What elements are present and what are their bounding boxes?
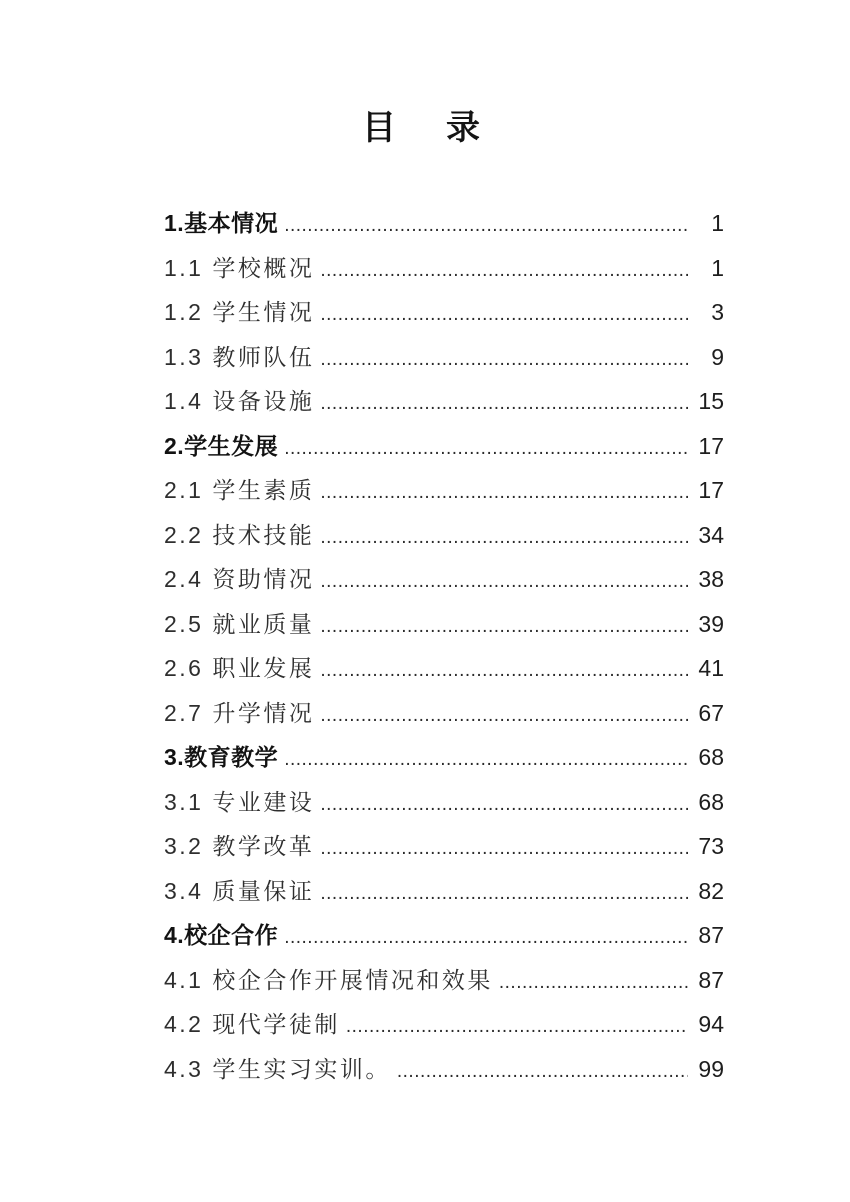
toc-entry-label: 1.3 教师队伍: [164, 343, 315, 370]
toc-entry-label: 3.1 专业建设: [164, 788, 315, 815]
toc-page-number: 9: [711, 343, 724, 370]
dot-leader: [499, 961, 688, 1006]
dot-leader: [320, 471, 688, 516]
toc-page-number: 17: [698, 477, 724, 503]
toc-entry[interactable]: [164, 869, 724, 914]
toc-entry-label: 1.2 学生情况: [164, 299, 315, 325]
dot-leader: [320, 783, 688, 828]
toc-entry-label: 2.4 资助情况: [164, 566, 315, 592]
toc-entry-label: 2.2 技术技能: [164, 521, 315, 548]
toc-entry[interactable]: [164, 1002, 724, 1047]
toc-page-number: 82: [698, 877, 724, 904]
toc-page-number: 1: [711, 254, 724, 281]
toc-entry-label: 2.7 升学情况: [164, 699, 315, 726]
toc-page-number: 94: [698, 1011, 724, 1037]
dot-leader: [320, 516, 688, 561]
toc-page-number: 67: [698, 699, 724, 726]
toc-list: [164, 201, 724, 1091]
toc-entry[interactable]: [164, 646, 724, 691]
toc-page-number: 15: [698, 388, 724, 414]
dot-leader: [320, 560, 688, 605]
toc-page-number: 17: [698, 432, 724, 459]
toc-page-number: 68: [698, 788, 724, 815]
toc-page-number: 3: [711, 299, 724, 325]
dot-leader: [320, 827, 688, 872]
dot-leader: [320, 249, 688, 294]
toc-entry-label: 3.4 质量保证: [164, 877, 315, 904]
toc-entry[interactable]: [164, 424, 724, 469]
toc-entry[interactable]: [164, 557, 724, 602]
toc-page-number: 99: [698, 1055, 724, 1082]
toc-entry[interactable]: [164, 735, 724, 780]
toc-entry-label: 2.学生发展: [164, 432, 279, 459]
dot-leader: [320, 872, 688, 917]
dot-leader: [320, 649, 688, 694]
toc-title: 目 录: [362, 109, 488, 147]
dot-leader: [320, 605, 688, 650]
toc-entry-label: 1.1 学校概况: [164, 254, 315, 281]
toc-entry-label: 3.教育教学: [164, 744, 279, 770]
toc-entry-label: 3.2 教学改革: [164, 833, 315, 859]
toc-entry[interactable]: [164, 824, 724, 869]
dot-leader: [346, 1005, 688, 1050]
toc-page-number: 39: [698, 610, 724, 637]
toc-entry-label: 2.1 学生素质: [164, 477, 315, 503]
toc-entry[interactable]: [164, 379, 724, 424]
toc-entry-label: 4.2 现代学徒制: [164, 1011, 340, 1037]
toc-page-number: 87: [698, 922, 724, 948]
toc-entry[interactable]: [164, 290, 724, 335]
toc-page-number: 38: [698, 566, 724, 592]
dot-leader: [284, 204, 688, 249]
dot-leader: [320, 694, 688, 739]
toc-entry[interactable]: [164, 468, 724, 513]
toc-page-number: 73: [698, 833, 724, 859]
toc-entry[interactable]: [164, 691, 724, 736]
dot-leader: [320, 338, 688, 383]
toc-page-number: 41: [698, 655, 724, 681]
toc-page-number: 68: [698, 744, 724, 770]
toc-page-number: 87: [698, 966, 724, 993]
toc-entry-label: 4.校企合作: [164, 922, 279, 948]
toc-entry[interactable]: [164, 913, 724, 958]
toc-entry-label: 1.基本情况: [164, 210, 279, 236]
toc-entry[interactable]: [164, 1047, 724, 1092]
toc-entry[interactable]: [164, 335, 724, 380]
dot-leader: [284, 427, 688, 472]
toc-entry[interactable]: [164, 602, 724, 647]
dot-leader: [320, 382, 688, 427]
dot-leader: [320, 293, 688, 338]
toc-entry[interactable]: [164, 958, 724, 1003]
dot-leader: [284, 738, 688, 783]
toc-entry-label: 1.4 设备设施: [164, 388, 315, 414]
toc-page-number: 1: [711, 210, 724, 236]
toc-entry-label: 2.6 职业发展: [164, 655, 315, 681]
toc-entry[interactable]: [164, 201, 724, 246]
toc-entry[interactable]: [164, 780, 724, 825]
toc-entry[interactable]: [164, 246, 724, 291]
toc-entry-label: 2.5 就业质量: [164, 610, 315, 637]
toc-entry-label: 4.3 学生实习实训。: [164, 1055, 391, 1082]
toc-entry[interactable]: [164, 513, 724, 558]
toc-entry-label: 4.1 校企合作开展情况和效果: [164, 966, 493, 993]
dot-leader: [284, 916, 688, 961]
dot-leader: [397, 1050, 688, 1095]
toc-page-number: 34: [698, 521, 724, 548]
